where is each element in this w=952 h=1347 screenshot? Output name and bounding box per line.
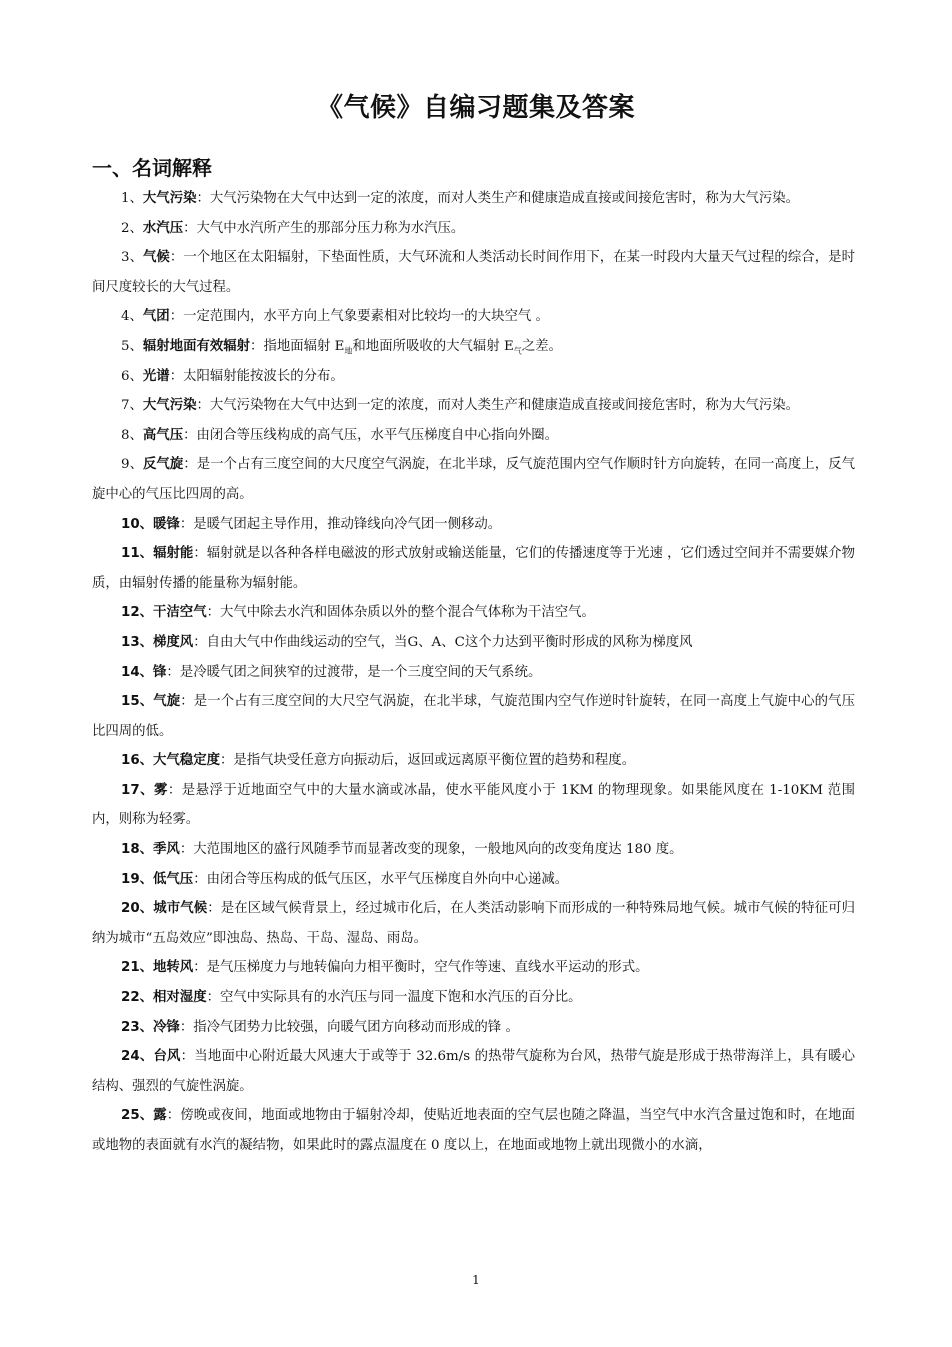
item-number: 19、 <box>121 871 154 887</box>
term: 辐射能 <box>153 546 194 562</box>
list-item <box>92 598 855 628</box>
term: 反气旋 <box>143 457 184 473</box>
list-item <box>92 1101 855 1160</box>
term: 干洁空气 <box>153 605 207 621</box>
term: 气候 <box>143 250 170 266</box>
list-item <box>92 894 855 953</box>
term: 大气稳定度 <box>153 753 220 769</box>
definition: 辐射就是以各种各样电磁波的形式放射或输送能量，它们的传播速度等于光速 ，它们透过空间并不需要媒介物质，由辐射传播的能量称为辐射能。 <box>92 546 855 591</box>
definition: 自由大气中作曲线运动的空气，当G、A、C这个力达到平衡时形成的风称为梯度风 <box>206 634 693 650</box>
separator: ： <box>169 309 184 325</box>
separator: ： <box>179 1019 194 1035</box>
list-item <box>92 184 855 214</box>
item-number: 18、 <box>121 842 154 858</box>
item-number: 21、 <box>121 960 154 976</box>
list-item <box>92 391 855 421</box>
list-item <box>92 983 855 1013</box>
subscript: 地 <box>344 346 353 356</box>
term: 城市气候 <box>153 901 208 917</box>
term: 相对湿度 <box>153 990 207 1006</box>
term: 辐射地面有效辐射 <box>142 338 251 354</box>
separator: ： <box>196 191 210 206</box>
separator: ： <box>180 1049 195 1065</box>
item-number: 12、 <box>121 605 154 621</box>
separator: ： <box>206 605 220 621</box>
definition: 是一个占有三度空间的大尺空气涡旋，在北半球，气旋范围内空气作逆时针旋转，在同一高度上气旋中心的气压比四周的低。 <box>92 694 856 739</box>
definition-part: 和地面所吸收的大气辐射 E <box>352 338 514 354</box>
item-number: 1、 <box>121 191 143 206</box>
item-number: 4、 <box>121 309 143 325</box>
list-item <box>92 450 855 509</box>
separator: ： <box>180 694 194 710</box>
document-title: 《气候》自编习题集及答案 <box>316 93 635 123</box>
separator: ： <box>193 960 207 976</box>
term: 锋 <box>153 664 167 680</box>
definition: 是指气块受任意方向振动后，返回或远离原平衡位置的趋势和程度。 <box>233 753 636 769</box>
term: 冷锋 <box>153 1019 180 1035</box>
list-item <box>92 628 855 658</box>
item-number: 2、 <box>121 220 143 236</box>
separator: ： <box>207 901 221 917</box>
definition: 由闭合等压构成的低气压区，水平气压梯度自外向中心递减。 <box>206 871 569 887</box>
separator: ： <box>166 664 180 680</box>
item-number: 8、 <box>121 427 143 443</box>
item-number: 14、 <box>121 664 154 680</box>
definition: 大气污染物在大气中达到一定的浓度，而对人类生产和健康造成直接或间接危害时，称为大气污染。 <box>209 191 800 206</box>
definition-part: 之差。 <box>521 338 562 354</box>
definition: 当地面中心附近最大风速大于或等于 32.6m/s 的热带气旋称为台风，热带气旋是形成于热带海洋上，具有暖心结构、强烈的气旋性涡旋。 <box>92 1049 856 1094</box>
term: 露 <box>153 1108 167 1124</box>
separator: ： <box>183 427 197 443</box>
definition: 大范围地区的盛行风随季节而显著改变的现象，一般地风向的改变角度达 180 度。 <box>193 842 683 858</box>
term: 气团 <box>142 309 170 325</box>
definition: 空气中实际具有的水汽压与同一温度下饱和水汽压的百分比。 <box>219 990 582 1006</box>
separator: ： <box>169 250 184 266</box>
list-item <box>92 332 855 362</box>
list-item <box>92 539 855 598</box>
definition: 是一个占有三度空间的大尺度空气涡旋，在北半球，反气旋范围内空气作顺时针方向旋转，在同一高度上，反气旋中心的气压比四周的高。 <box>92 457 855 502</box>
definition: 太阳辐射能按波长的分布。 <box>183 368 344 384</box>
separator: ： <box>193 871 207 887</box>
item-number: 13、 <box>121 634 154 650</box>
item-number: 16、 <box>121 753 154 769</box>
term: 地转风 <box>153 960 194 976</box>
definition: 一定范围内，水平方向上气象要素相对比较均一的大块空气 。 <box>183 309 549 325</box>
list-item <box>92 865 855 895</box>
separator: ： <box>179 516 194 532</box>
separator: ： <box>193 546 207 562</box>
item-number: 20、 <box>121 901 154 917</box>
list-item <box>92 243 855 302</box>
separator: ： <box>179 842 194 858</box>
page-number: 1 <box>472 1273 480 1287</box>
item-number: 10、 <box>121 516 154 532</box>
separator: ： <box>166 1108 181 1124</box>
definition: 傍晚或夜间，地面或地物由于辐射冷却，使贴近地表面的空气层也随之降温，当空气中水汽含量过饱和时，在地面或地物的表面就有水汽的凝结物，如果此时的露点温度在 0 度以上，在地面或地物上就出现微小的水滴， <box>92 1108 856 1153</box>
list-item <box>92 302 855 332</box>
separator: ： <box>183 457 197 473</box>
list-item <box>92 1042 855 1101</box>
item-number: 11、 <box>121 546 154 562</box>
definition: 大气污染物在大气中达到一定的浓度，而对人类生产和健康造成直接或间接危害时，称为大气污染。 <box>209 398 800 414</box>
item-number: 23、 <box>121 1019 154 1035</box>
item-number: 24、 <box>121 1049 154 1065</box>
term: 气旋 <box>153 694 181 710</box>
term: 台风 <box>153 1049 181 1065</box>
separator: ： <box>196 398 210 414</box>
list-item <box>92 658 855 688</box>
term: 光谱 <box>142 368 170 384</box>
subscript: 气 <box>513 346 522 356</box>
separator: ： <box>206 990 220 1006</box>
item-number: 15、 <box>121 694 154 710</box>
list-item <box>92 1013 855 1043</box>
term: 水汽压 <box>142 220 184 236</box>
list-item <box>92 953 855 983</box>
term: 高气压 <box>142 427 184 443</box>
definition-part: 指地面辐射 E <box>263 338 345 354</box>
list-item <box>92 421 855 451</box>
list-item <box>92 510 855 540</box>
separator: ： <box>219 753 234 769</box>
term: 梯度风 <box>153 634 194 650</box>
item-number: 17、 <box>121 782 154 798</box>
separator: ： <box>169 368 184 384</box>
definition: 一个地区在太阳辐射，下垫面性质，大气环流和人类活动长时间作用下，在某一时段内大量天气过程的综合，是时间尺度较长的大气过程。 <box>92 250 855 295</box>
item-number: 6、 <box>121 368 143 384</box>
list-item <box>92 835 855 865</box>
definition: 指冷气团势力比较强，向暖气团方向移动而形成的锋 。 <box>193 1019 519 1035</box>
definition-list <box>92 184 855 1161</box>
list-item <box>92 687 855 746</box>
term: 雾 <box>154 782 168 798</box>
definition: 是冷暖气团之间狭窄的过渡带，是一个三度空间的天气系统。 <box>179 664 542 680</box>
section-heading: 一、名词解释 <box>92 156 212 180</box>
definition: 是在区域气候背景上，经过城市化后，在人类活动影响下而形成的一种特殊局地气候。城市气候的特征可归纳为城市“五岛效应”即浊岛、热岛、干岛、湿岛、雨岛。 <box>92 901 856 946</box>
item-number: 9、 <box>121 457 143 473</box>
definition: 大气中水汽所产生的那部分压力称为水汽压。 <box>196 220 465 236</box>
definition: 是悬浮于近地面空气中的大量水滴或冰晶，使水平能风度小于 1KM 的物理现象。如果能风度在 1-10KM 范围内，则称为轻雾。 <box>92 782 856 828</box>
separator: ： <box>250 338 264 354</box>
term: 大气污染 <box>142 191 197 206</box>
item-number: 5、 <box>121 338 143 354</box>
item-number: 25、 <box>121 1108 154 1124</box>
term: 大气污染 <box>142 398 197 414</box>
list-item <box>92 776 855 835</box>
term: 低气压 <box>153 871 194 887</box>
definition: 是暖气团起主导作用，推动锋线向冷气团一侧移动。 <box>193 516 502 532</box>
definition: 由闭合等压线构成的高气压，水平气压梯度自中心指向外圈。 <box>196 427 559 443</box>
item-number: 22、 <box>121 990 154 1006</box>
definition: 是气压梯度力与地转偏向力相平衡时，空气作等速、直线水平运动的形式。 <box>206 960 649 976</box>
term: 季风 <box>153 842 180 858</box>
separator: ： <box>193 634 207 650</box>
item-number: 3、 <box>121 250 143 266</box>
list-item <box>92 746 855 776</box>
item-number: 7、 <box>121 398 143 414</box>
list-item <box>92 214 855 244</box>
separator: ： <box>183 220 197 236</box>
definition: 大气中除去水汽和固体杂质以外的整个混合气体称为干洁空气。 <box>219 605 595 621</box>
term: 暖锋 <box>153 516 180 532</box>
list-item <box>92 362 855 392</box>
separator: ： <box>167 782 182 798</box>
